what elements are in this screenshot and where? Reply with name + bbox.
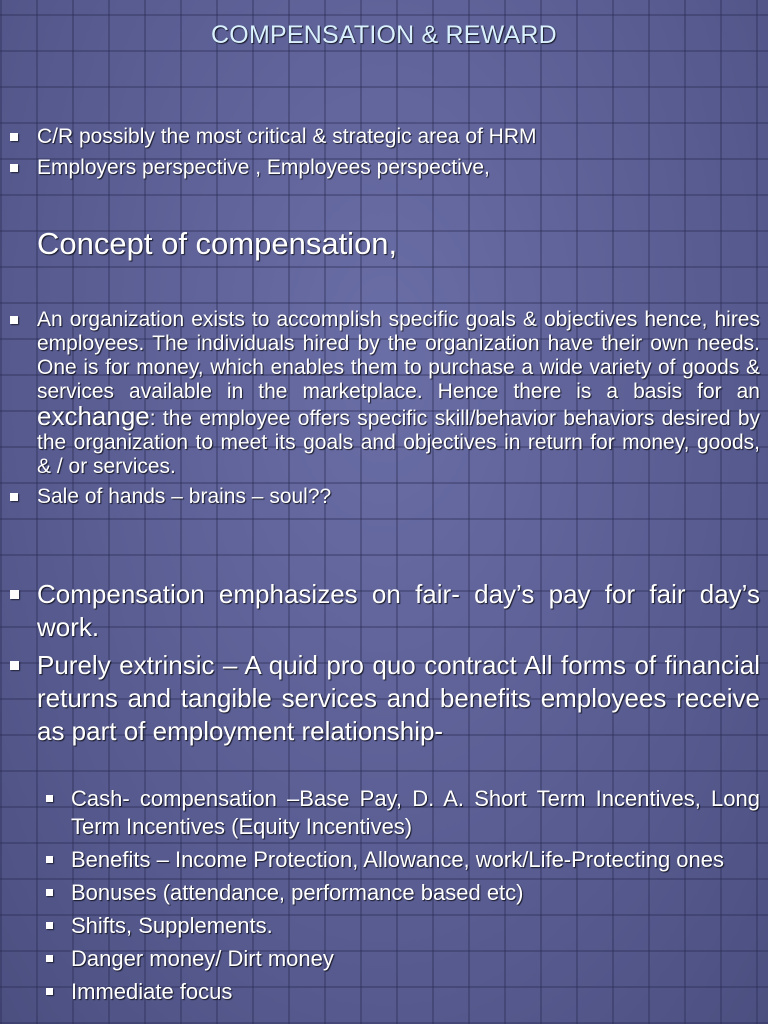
slide-title: COMPENSATION & REWARD <box>211 21 557 49</box>
list-item <box>46 846 760 874</box>
list-item-text: Purely extrinsic – A quid pro quo contract All forms of financial returns and tangible services and benefits employees receive as part of employment relationship- <box>37 650 760 746</box>
list-item <box>10 578 760 644</box>
intro-bullet-list <box>10 125 760 187</box>
list-item-text: Bonuses (attendance, performance based etc) <box>71 880 524 905</box>
square-bullet-icon <box>10 316 18 324</box>
emphasis-word: exchange <box>37 401 150 431</box>
square-bullet-icon <box>46 988 53 995</box>
square-bullet-icon <box>46 889 53 896</box>
section-heading: Concept of compensation, <box>37 226 398 261</box>
square-bullet-icon <box>10 590 19 599</box>
list-item <box>10 156 760 180</box>
sub-bullet-list <box>46 785 760 1006</box>
list-item-text: Benefits – Income Protection, Allowance, work/Life-Protecting ones <box>71 847 725 872</box>
list-item <box>46 879 760 907</box>
square-bullet-icon <box>46 795 53 802</box>
concept-bullet-list <box>10 308 760 509</box>
list-item <box>10 308 760 479</box>
square-bullet-icon <box>10 661 19 670</box>
square-bullet-icon <box>46 856 53 863</box>
square-bullet-icon <box>46 955 53 962</box>
list-item <box>46 978 760 1006</box>
concept-paragraph-end: : the employee offers specific skill/behavior behaviors desired by the organization to meet its goals and objectives in return for money, goods, & / or services. <box>37 407 760 478</box>
list-item-text: Employers perspective , Employees perspective, <box>37 156 490 179</box>
list-item <box>10 649 760 748</box>
main-bullet-list <box>10 578 760 748</box>
list-item-text: Immediate focus <box>71 979 233 1004</box>
list-item <box>46 912 760 940</box>
list-item-text: Compensation emphasizes on fair- day’s pay for fair day’s work. <box>37 579 760 642</box>
list-item <box>46 785 760 841</box>
list-item-text: C/R possibly the most critical & strategic area of HRM <box>37 125 537 148</box>
list-item <box>10 125 760 149</box>
square-bullet-icon <box>10 164 18 172</box>
list-item <box>46 945 760 973</box>
square-bullet-icon <box>46 922 53 929</box>
concept-paragraph-start: An organization exists to accomplish specific goals & objectives hence, hires employees. The individuals hired by the organization have their own needs. One is for money, which enables them to purchase a wide variety of goods & services available in the marketplace. Hence there is a basis for an <box>37 308 760 403</box>
list-item-text: Danger money/ Dirt money <box>71 946 334 971</box>
list-item-text: Sale of hands – brains – soul?? <box>37 485 332 508</box>
square-bullet-icon <box>10 133 18 141</box>
list-item <box>10 485 760 509</box>
square-bullet-icon <box>10 493 18 501</box>
list-item-text: Cash- compensation –Base Pay, D. A. Short Term Incentives, Long Term Incentives (Equity Incentives) <box>71 786 760 839</box>
list-item-text: Shifts, Supplements. <box>71 913 273 938</box>
